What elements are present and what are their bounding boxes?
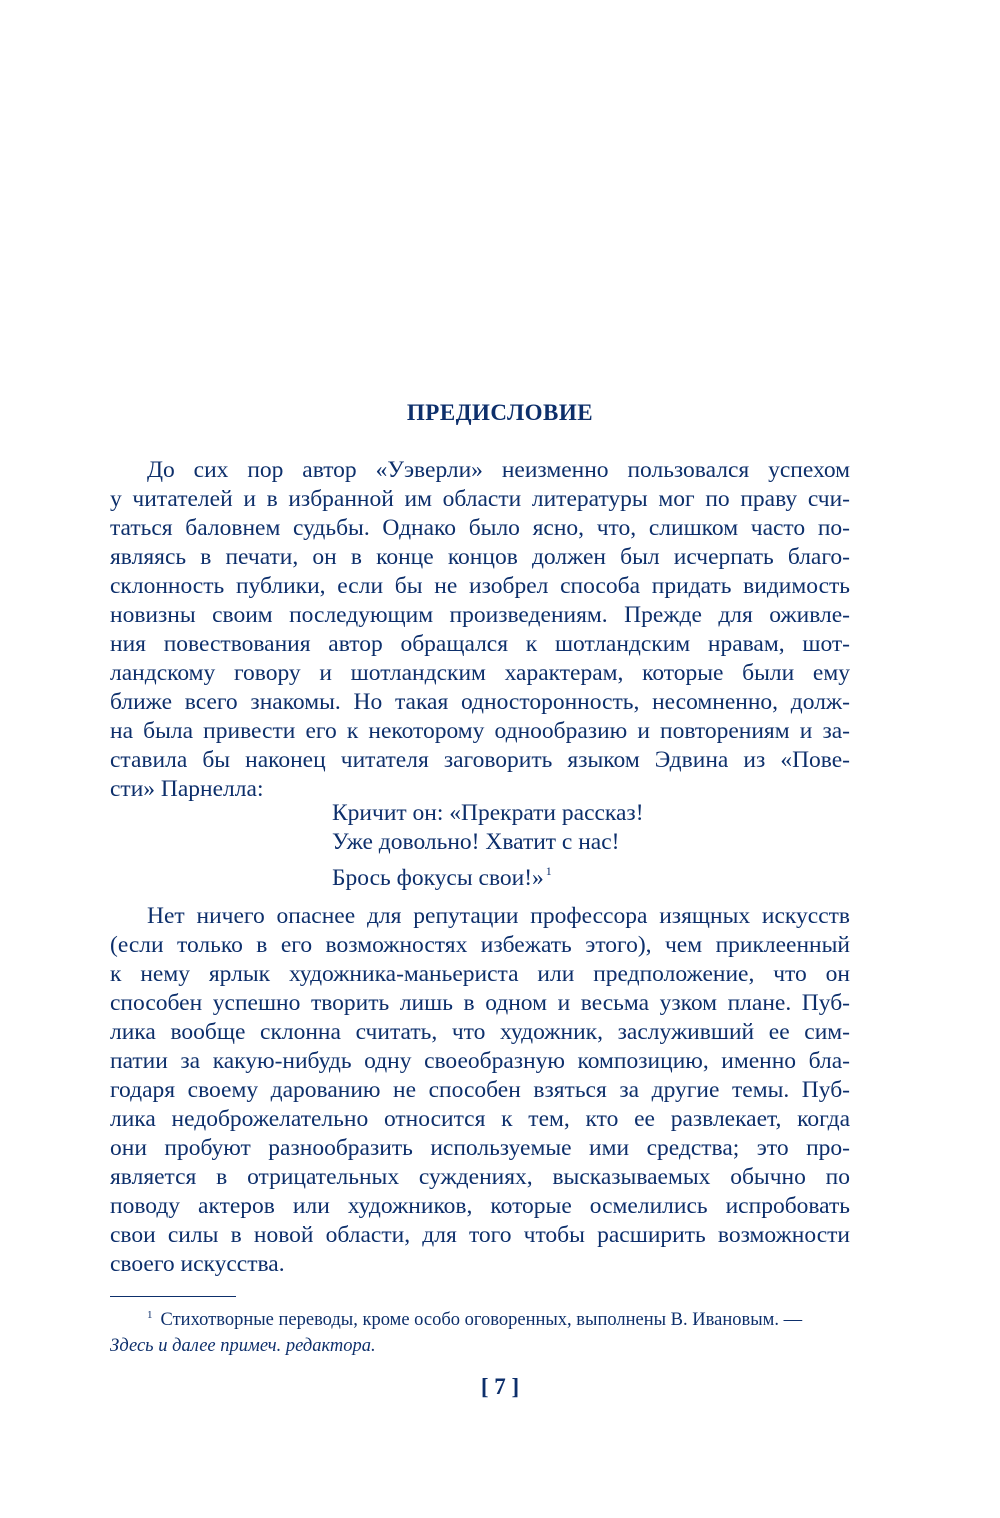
- verse-line: Уже довольно! Хватит с нас!: [332, 829, 620, 855]
- footnote-reference[interactable]: 1: [545, 864, 552, 878]
- text-line: являясь в печати, он в конце концов должен был исчерпать благо-: [110, 544, 850, 570]
- text-line: (если только в его возможностях избежать этого), чем приклеенный: [110, 932, 850, 958]
- verse-line: Брось фокусы свои!» $^1$: [332, 864, 552, 891]
- text-line: поводу актеров или художников, которые осмелились испробовать: [110, 1193, 850, 1219]
- text-line: сти» Парнелла:: [110, 776, 264, 802]
- text-line: лика недоброжелательно относится к тем, кто ее развлекает, когда: [110, 1106, 850, 1132]
- footnote-divider: [110, 1296, 236, 1297]
- text-line: своего искусства.: [110, 1251, 285, 1277]
- text-line: они пробуют разнообразить используемые ими средства; это про-: [110, 1135, 850, 1161]
- text-line: свои силы в новой области, для того чтобы расширить возможности: [110, 1222, 850, 1248]
- text-line: ния повествования автор обращался к шотландским нравам, шот-: [110, 631, 850, 657]
- text-line: на была привести его к некоторому однообразию и повторениям и за-: [110, 718, 850, 744]
- text-line: Нет ничего опаснее для репутации профессора изящных искусств: [147, 903, 850, 929]
- footnote-line: Здесь и далее примеч. редактора.: [110, 1336, 376, 1356]
- text-line: ближе всего знакомы. Но такая односторонность, несомненно, долж-: [110, 689, 850, 715]
- text-line: ландскому говору и шотландским характерам, которые были ему: [110, 660, 850, 686]
- text-line: таться баловнем судьбы. Однако было ясно, что, слишком часто по-: [110, 515, 850, 541]
- paragraph-2: [110, 902, 850, 1279]
- text-line: До сих пор автор «Уэверли» неизменно пользовался успехом: [147, 457, 850, 483]
- footnote-line: $^1$ Стихотворные переводы, кроме особо оговоренных, выполнены В. Ивановым. —: [147, 1309, 803, 1330]
- text-line: годаря своему дарованию не способен взяться за другие темы. Пуб-: [110, 1077, 850, 1103]
- page-number: [ 7 ]: [480, 1374, 520, 1399]
- text-line: к нему ярлык художника-маньериста или предположение, что он: [110, 961, 850, 987]
- page-title: ПРЕДИСЛОВИЕ: [406, 400, 594, 425]
- text-line: у читателей и в избранной им области литературы мог по праву счи-: [110, 486, 850, 512]
- verse-block: [332, 799, 644, 893]
- text-line: патии за какую-нибудь одну своеобразную композицию, именно бла-: [110, 1048, 850, 1074]
- text-line: склонность публики, если бы не изобрел способа придать видимость: [110, 573, 850, 599]
- footnote: [110, 1302, 850, 1359]
- paragraph-1: [110, 456, 850, 804]
- text-line: ставила бы наконец читателя заговорить языком Эдвина из «Пове-: [110, 747, 850, 773]
- text-line: лика вообще склонна считать, что художник, заслуживший ее сим-: [110, 1019, 850, 1045]
- verse-line: Кричит он: «Прекрати рассказ!: [332, 800, 644, 826]
- footnote-mark: 1: [147, 1309, 153, 1321]
- text-line: новизны своим последующим произведениям. Прежде для оживле-: [110, 602, 850, 628]
- text-line: способен успешно творить лишь в одном и весьма узком плане. Пуб-: [110, 990, 850, 1016]
- text-line: является в отрицательных суждениях, высказываемых обычно по: [110, 1164, 850, 1190]
